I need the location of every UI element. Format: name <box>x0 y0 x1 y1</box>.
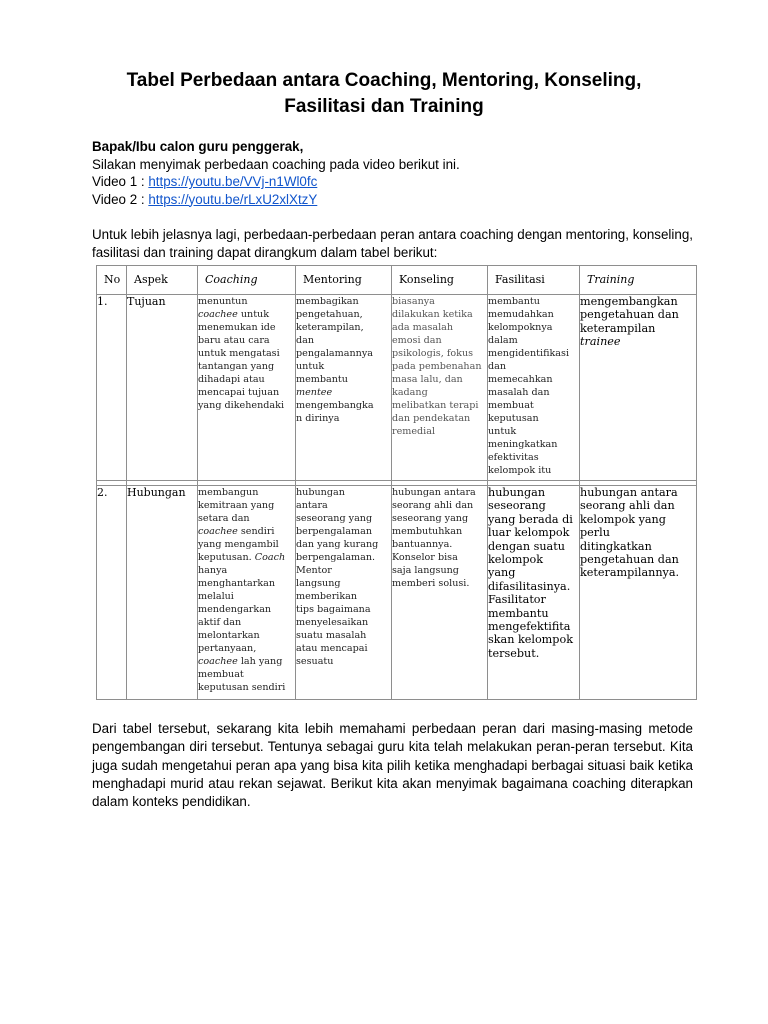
cell-line: saja langsung <box>392 565 459 576</box>
cell-line: coachee lah yang <box>198 656 283 667</box>
cell-line: membantu <box>296 374 348 385</box>
header-aspek: Aspek <box>127 266 198 295</box>
cell-line: pengetahuan, <box>296 309 363 320</box>
cell-line: pengetahuan dan <box>580 308 679 322</box>
header-mentoring: Mentoring <box>296 266 392 295</box>
cell-line: keputusan sendiri <box>198 682 286 693</box>
cell-line: kelompok yang <box>580 512 666 526</box>
table-row <box>97 486 697 700</box>
cell-line: tips bagaimana <box>296 604 371 615</box>
cell-line: remedial <box>392 426 436 437</box>
cell-line: melontarkan <box>198 630 260 641</box>
cell-line: seorang ahli dan <box>580 499 675 513</box>
cell-line: masa lalu, dan <box>392 374 463 385</box>
cell-line: dan <box>296 335 315 346</box>
cell-line: untuk <box>488 426 517 437</box>
cell-line: hubungan antara <box>580 486 678 499</box>
cell-line: hanya <box>198 565 228 576</box>
cell-line: berpengalaman. <box>296 552 376 563</box>
cell-line: seorang ahli dan <box>392 500 474 511</box>
table-header-row <box>97 266 697 295</box>
cell-line: tantangan yang <box>198 361 275 372</box>
cell-mentoring <box>296 295 392 481</box>
cell-line: dan yang kurang <box>296 539 379 550</box>
cell-line: memberi solusi. <box>392 578 470 589</box>
cell-line: membantu <box>488 606 549 620</box>
cell-line: keputusan <box>488 413 539 424</box>
cell-line: memberikan <box>296 591 358 602</box>
cell-line: tersebut. <box>488 646 540 660</box>
cell-line: hubungan <box>488 486 546 499</box>
cell-line: melibatkan terapi <box>392 400 479 411</box>
cell-line: menyelesaikan <box>296 617 369 628</box>
video-2-label: Video 2 : <box>92 191 149 207</box>
cell-line: biasanya <box>392 296 435 307</box>
cell-line: menemukan ide <box>198 322 276 333</box>
cell-line: setara dan <box>198 513 250 524</box>
cell-line: mentee <box>296 387 333 398</box>
cell-line: menuntun <box>198 296 248 307</box>
cell-line: mencapai tujuan <box>198 387 280 398</box>
cell-line: seseorang <box>488 499 546 513</box>
cell-line: untuk <box>296 361 325 372</box>
cell-line: yang berada di <box>488 512 573 526</box>
cell-line: ditingkatkan <box>580 539 652 553</box>
cell-line: kelompoknya <box>488 322 553 333</box>
header-konseling: Konseling <box>392 266 488 295</box>
cell-line: membangun <box>198 487 259 498</box>
document-title <box>60 68 708 120</box>
cell-line: mengembangka <box>296 400 374 411</box>
cell-line: perlu <box>580 526 610 540</box>
cell-line: berpengalaman <box>296 526 373 537</box>
cell-aspek: Tujuan <box>127 295 198 481</box>
video-1-line <box>92 173 694 191</box>
intro-block <box>92 138 694 208</box>
title-line-1: Tabel Perbedaan antara Coaching, Mentoring, Konseling, <box>126 70 642 91</box>
cell-training <box>580 295 697 481</box>
video-2-link[interactable]: https://youtu.be/rLxU2xlXtzY <box>148 191 318 207</box>
cell-line: masalah dan <box>488 387 550 398</box>
cell-line: keputusan. Coach <box>198 552 286 563</box>
title-line-2: Fasilitasi dan Training <box>284 96 484 117</box>
cell-line: keterampilan, <box>296 322 364 333</box>
cell-line: dalam <box>488 335 518 346</box>
cell-line: keterampilan <box>580 321 656 335</box>
cell-coaching <box>198 295 296 481</box>
cell-line: membagikan <box>296 296 359 307</box>
video-1-label: Video 1 : <box>92 174 149 189</box>
cell-mentoring <box>296 486 392 700</box>
comparison-table <box>96 265 697 700</box>
cell-line: difasilitasinya. <box>488 579 571 593</box>
cell-line: hubungan antara <box>392 487 476 498</box>
header-fasilitasi: Fasilitasi <box>488 266 580 295</box>
cell-line: memudahkan <box>488 309 554 320</box>
cell-line: dan <box>488 361 507 372</box>
cell-line: kemitraan yang <box>198 500 275 511</box>
cell-line: kelompok itu <box>488 465 552 476</box>
cell-line: yang dikehendaki <box>198 400 285 411</box>
cell-line: membutuhkan <box>392 526 463 537</box>
cell-line: mengidentifikasi <box>488 348 570 359</box>
paragraph-1: Untuk lebih jelasnya lagi, perbedaan-perbedaan peran antara coaching dengan mentoring, konseling, fasilitasi dan training dapat dirangkum dalam tabel berikut: <box>92 227 693 261</box>
cell-coaching <box>198 486 296 700</box>
cell-line: bantuannya. <box>392 539 453 550</box>
cell-line: melalui <box>198 591 234 602</box>
cell-line: mengembangkan <box>580 295 678 308</box>
cell-line: trainee <box>580 335 621 349</box>
cell-line: keterampilannya. <box>580 566 680 580</box>
header-coaching: Coaching <box>198 266 296 295</box>
cell-line: meningkatkan <box>488 439 558 450</box>
cell-line: mendengarkan <box>198 604 272 615</box>
intro-line: Silakan menyimak perbedaan coaching pada video berikut ini. <box>92 156 460 172</box>
cell-line: dengan suatu <box>488 539 565 553</box>
cell-line: sesuatu <box>296 656 334 667</box>
cell-line: menghantarkan <box>198 578 276 589</box>
cell-line: n dirinya <box>296 413 340 424</box>
header-training: Training <box>580 266 697 295</box>
cell-line: efektivitas <box>488 452 539 463</box>
cell-line: Konselor bisa <box>392 552 458 563</box>
cell-line: seseorang yang <box>296 513 373 524</box>
cell-line: yang <box>488 566 516 580</box>
cell-fasilitasi <box>488 486 580 700</box>
cell-line: suatu masalah <box>296 630 367 641</box>
greeting: Bapak/Ibu calon guru penggerak, <box>92 139 304 154</box>
cell-no: 1. <box>97 295 127 481</box>
cell-line: membantu <box>488 296 540 307</box>
cell-konseling <box>392 486 488 700</box>
cell-line: langsung <box>296 578 341 589</box>
video-2-line <box>92 191 694 209</box>
video-1-link[interactable]: https://youtu.be/VVj-n1Wl0fc <box>148 174 318 189</box>
cell-line: dan pendekatan <box>392 413 471 424</box>
paragraph-2: Dari tabel tersebut, sekarang kita lebih memahami perbedaan peran dari masing-masing metode pengembangan diri tersebut. Tentunya sebagai guru kita telah melakukan peran-peran tersebut. Kita juga sudah mengetahui peran apa yang bisa kita pilih ketika menghadapi berbagai situasi baik ketika menghadapi murid atau rekan sejawat. Berikut kita akan menyimak bagaimana coaching diterapkan dalam konteks pendidikan. <box>92 721 693 810</box>
cell-line: antara <box>296 500 328 511</box>
cell-line: Fasilitator <box>488 593 546 607</box>
cell-line: dilakukan ketika <box>392 309 473 320</box>
header-no: No <box>97 266 127 295</box>
cell-line: pada pembenahan <box>392 361 482 372</box>
cell-line: memecahkan <box>488 374 553 385</box>
cell-line: dihadapi atau <box>198 374 265 385</box>
cell-line: mengefektifita <box>488 620 571 634</box>
cell-line: yang mengambil <box>198 539 279 550</box>
cell-line: skan kelompok <box>488 633 573 647</box>
cell-fasilitasi <box>488 295 580 481</box>
cell-line: hubungan <box>296 487 345 498</box>
cell-line: coachee untuk <box>198 309 270 320</box>
cell-line: membuat <box>488 400 534 411</box>
cell-line: coachee sendiri <box>198 526 275 537</box>
cell-line: membuat <box>198 669 244 680</box>
cell-line: emosi dan <box>392 335 442 346</box>
cell-line: kadang <box>392 387 428 398</box>
cell-konseling <box>392 295 488 481</box>
cell-line: aktif dan <box>198 617 242 628</box>
cell-line: pengalamannya <box>296 348 373 359</box>
cell-line: baru atau cara <box>198 335 270 346</box>
cell-line: kelompok <box>488 553 543 567</box>
cell-line: pertanyaan, <box>198 643 257 654</box>
cell-training <box>580 486 697 700</box>
cell-line: ada masalah <box>392 322 454 333</box>
cell-line: atau mencapai <box>296 643 368 654</box>
cell-line: untuk mengatasi <box>198 348 280 359</box>
table-row <box>97 295 697 481</box>
cell-no: 2. <box>97 486 127 700</box>
cell-line: psikologis, fokus <box>392 348 474 359</box>
cell-line: luar kelompok <box>488 526 570 540</box>
cell-aspek: Hubungan <box>127 486 198 700</box>
cell-line: Mentor <box>296 565 332 576</box>
cell-line: seseorang yang <box>392 513 469 524</box>
cell-line: pengetahuan dan <box>580 553 679 567</box>
